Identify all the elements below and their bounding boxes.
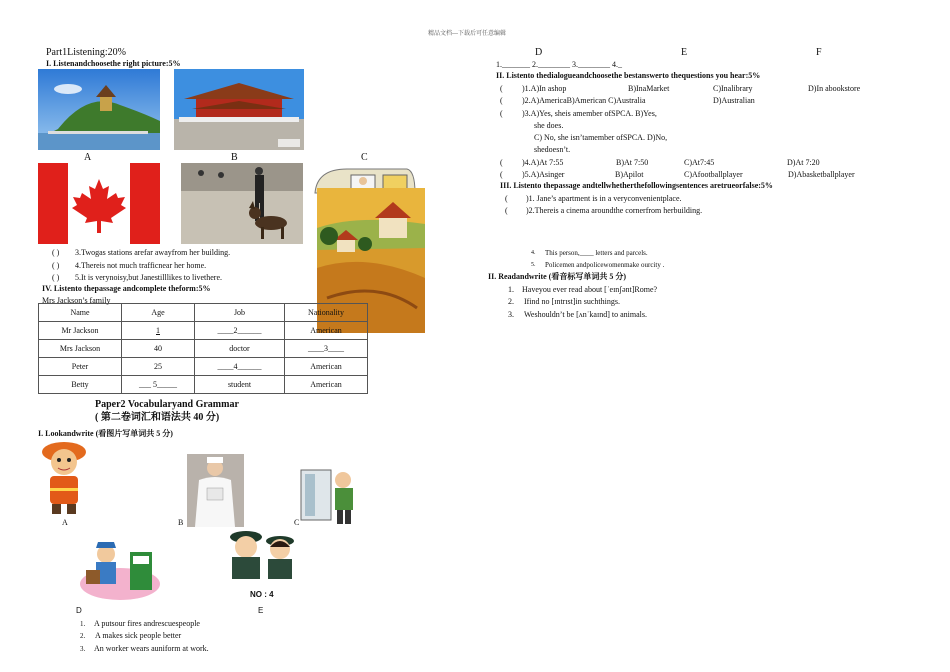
q5-option-d: D)Abasketballplayer: [788, 170, 855, 179]
blank-1[interactable]: 1: [156, 326, 160, 335]
read-item-3-num: 3.: [508, 310, 514, 319]
q1-option-c: C)Inalibrary: [713, 84, 753, 93]
header-job: Job: [195, 304, 285, 322]
blank-cell[interactable]: ____4______: [195, 358, 285, 376]
right-label-f: F: [816, 47, 822, 58]
sentence-5: 5.It is verynoisy,but Janestilllikes to livethere.: [75, 273, 223, 282]
cell: student: [195, 376, 285, 394]
read-item-2-num: 2.: [508, 297, 514, 306]
blank-cell[interactable]: ____3____: [285, 340, 368, 358]
q5-option-c: C)Afootballplayer: [684, 170, 743, 179]
vocab-label-c: C: [294, 518, 300, 527]
picture-worker: [299, 464, 362, 528]
picture-forbidden-city: [174, 69, 304, 150]
sentence-4-paren[interactable]: ( ): [52, 261, 60, 270]
q1-option-a: )1.A)In ashop: [522, 84, 567, 93]
picture-doctor: [187, 454, 244, 527]
vocab-item-2-num: 2.: [80, 632, 86, 640]
vocab-item-1[interactable]: A putsour fires andrescuespeople: [94, 619, 200, 628]
read-item-1[interactable]: Haveyou ever read about [ˈeɪnʃənt]Rome?: [522, 285, 658, 294]
sentence-3-paren[interactable]: ( ): [52, 248, 60, 257]
q4-option-b: B)At 7:50: [616, 158, 649, 167]
pic-label-c: C: [361, 152, 368, 163]
q4-paren[interactable]: (: [500, 158, 503, 167]
cell: Peter: [39, 358, 122, 376]
look-and-write-title: I. Lookandwrite (看图片写单词共 5 分): [38, 429, 173, 438]
q3-line-4: shedoesn’t.: [534, 145, 571, 154]
table-row: [39, 340, 368, 358]
vocab-item-3-num: 3.: [80, 645, 86, 653]
q4-option-c: C)At7:45: [684, 158, 715, 167]
paper2-subtitle: ( 第二卷词汇和语法共 40 分): [95, 412, 220, 423]
picture-postman: [78, 540, 162, 602]
right-section2-title: II. Listento thedialogueandchoosethe bestanswerto thequestions you hear:5%: [496, 71, 761, 80]
table-row: [39, 322, 368, 340]
header-age: Age: [122, 304, 195, 322]
police-badge: NO : 4: [250, 590, 274, 599]
table-row: [39, 358, 368, 376]
tf-1-paren[interactable]: (: [505, 194, 508, 203]
tf-1: )1. Jane’s apartment is in a veryconvenientplace.: [526, 194, 682, 203]
q4-option-a: )4.A)At 7:55: [522, 158, 564, 167]
q1-option-d: D)In abookstore: [808, 84, 861, 93]
vocab-label-a: A: [62, 518, 68, 527]
section4-title: IV. Listento thepassage andcomplete theform:5%: [42, 284, 211, 293]
cell: Betty: [39, 376, 122, 394]
vocab-item-3[interactable]: An worker wears auniform at work.: [94, 644, 209, 653]
pic-label-b: B: [231, 152, 238, 163]
right-section3-title: III. Listento thepassage andtellwhetherthefollowingsentences aretrueorfalse:5%: [500, 181, 773, 190]
read-item-2[interactable]: Ifind no [ɪntrɪst]in suchthings.: [524, 297, 620, 306]
right-label-d: D: [535, 47, 543, 58]
q1-option-b: B)InaMarket: [628, 84, 670, 93]
answer-blanks[interactable]: 1._______ 2.________ 3.________ 4._: [496, 60, 622, 69]
read-item-3[interactable]: Weshouldn’t be [ʌnˈkaɪnd] to animals.: [524, 310, 647, 319]
sentence-4: 4.Thereis not much trafficnear her home.: [75, 261, 207, 270]
read-and-write-title: II. Readandwrite (看音标写单词共 5 分): [488, 272, 626, 281]
cell: American: [285, 376, 368, 394]
section1-title: I. Listenandchoosethe right picture:5%: [46, 59, 181, 68]
tf-2-paren[interactable]: (: [505, 206, 508, 215]
vocab-item-5-num: 5.: [531, 262, 536, 268]
cell: doctor: [195, 340, 285, 358]
q2-options: )2.A)AmericaB)American C)Australia: [522, 96, 646, 105]
sentence-3: 3.Twogas stations arefar awayfrom her building.: [75, 248, 231, 257]
q3-line-1: )3.A)Yes, sheis amember ofSPCA. B)Yes,: [522, 109, 657, 118]
picture-fireman: [36, 438, 92, 518]
pic-label-a: A: [84, 152, 92, 163]
table-header-row: [39, 304, 368, 322]
header-name: Name: [39, 304, 122, 322]
picture-canada-flag: [38, 163, 160, 244]
q1-paren[interactable]: (: [500, 84, 503, 93]
paper2-title: Paper2 Vocabularyand Grammar: [95, 399, 239, 410]
family-caption: Mrs Jackson’s family: [42, 296, 111, 305]
table-row: [39, 376, 368, 394]
q2-option-d: D)Australian: [713, 96, 755, 105]
cell: Mr Jackson: [39, 322, 122, 340]
cell: 25: [122, 358, 195, 376]
cell: Mrs Jackson: [39, 340, 122, 358]
page-header: 精品文档---下载后可任意编辑: [428, 31, 506, 37]
vocab-label-e: E: [258, 606, 264, 615]
family-table: [38, 303, 368, 394]
sentence-5-paren[interactable]: ( ): [52, 273, 60, 282]
picture-police-dog: [181, 163, 303, 244]
blank-cell[interactable]: ___ 5_____: [122, 376, 195, 394]
blank-cell[interactable]: [122, 322, 195, 340]
vocab-item-2[interactable]: A makes sick people better: [95, 631, 182, 640]
q4-option-d: D)At 7:20: [787, 158, 820, 167]
q5-paren[interactable]: (: [500, 170, 503, 179]
vocab-item-4-num: 4.: [531, 250, 536, 256]
q3-line-2: she does.: [534, 121, 564, 130]
vocab-item-5[interactable]: Policemen andpolicewomenmake ourcity .: [545, 261, 665, 269]
right-label-e: E: [681, 47, 688, 58]
tf-2: )2.Thereis a cinema aroundthe cornerfrom herbuilding.: [526, 206, 703, 215]
vocab-label-d: D: [76, 606, 82, 615]
cell: 40: [122, 340, 195, 358]
blank-cell[interactable]: ____2______: [195, 322, 285, 340]
cell: American: [285, 322, 368, 340]
part1-title: Part1Listening:20%: [46, 47, 126, 58]
q5-option-a: )5.A)Asinger: [522, 170, 565, 179]
picture-summer-palace: [38, 69, 160, 150]
q5-option-b: B)Apilot: [615, 170, 644, 179]
read-item-1-num: 1.: [508, 285, 514, 294]
vocab-item-1-num: 1.: [80, 620, 86, 628]
q2-paren[interactable]: (: [500, 96, 503, 105]
header-nationality: Nationality: [285, 304, 368, 322]
q3-line-3: C) No, she isn’tamember ofSPCA. D)No,: [534, 133, 668, 142]
q3-paren[interactable]: (: [500, 109, 503, 118]
vocab-item-4[interactable]: This person,____ letters and parcels.: [545, 249, 648, 257]
cell: American: [285, 358, 368, 376]
vocab-label-b: B: [178, 518, 184, 527]
